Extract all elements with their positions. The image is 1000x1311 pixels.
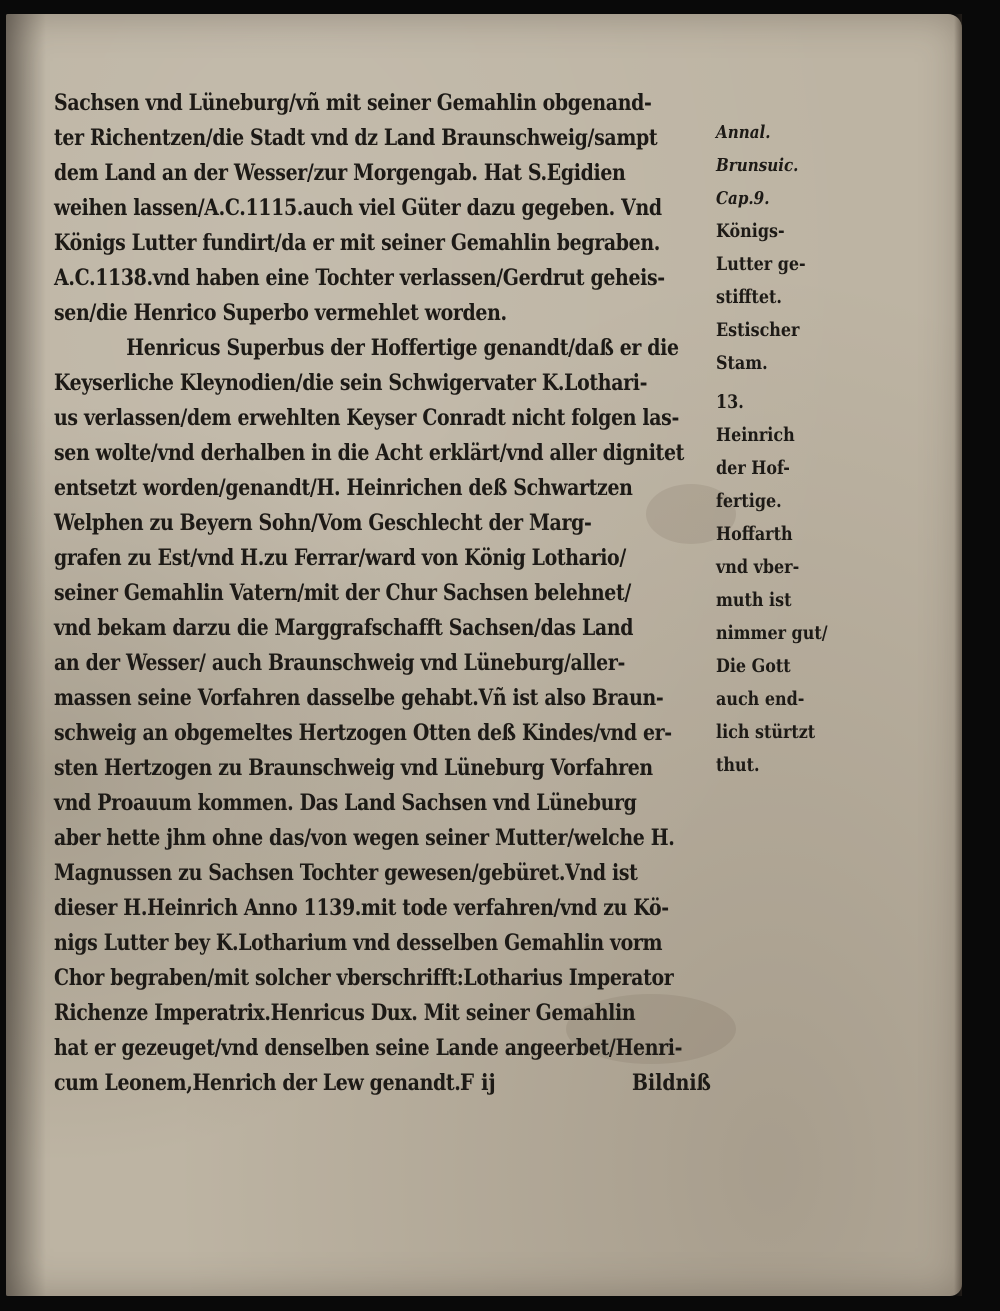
text-line: ter Richentzen/die Stadt vnd dz Land Braunschweig/sampt — [54, 125, 658, 151]
text-line: sen/die Henrico Superbo vermehlet worden. — [54, 300, 507, 326]
text-line: cum Leonem,Henrich der Lew genandt. — [54, 1070, 461, 1096]
text-line: Sachsen vnd Lüneburg/vñ mit seiner Gemahlin obgenand- — [54, 90, 652, 116]
margin-note: Hoffarth — [716, 523, 793, 545]
text-line: Richenze Imperatrix.Henricus Dux. Mit seiner Gemahlin — [54, 1000, 636, 1026]
text-line: Königs Lutter fundirt/da er mit seiner Gemahlin begraben. — [54, 230, 660, 256]
margin-note: muth ist — [716, 589, 792, 611]
text-line: massen seine Vorfahren dasselbe gehabt.Vñ ist also Braun- — [54, 685, 664, 711]
margin-note: Cap.9. — [716, 188, 770, 209]
text-line: seiner Gemahlin Vatern/mit der Chur Sachsen belehnet/ — [54, 580, 631, 606]
text-line: entsetzt worden/genandt/H. Heinrichen deß Schwartzen — [54, 475, 633, 501]
text-line: grafen zu Est/vnd H.zu Ferrar/ward von König Lothario/ — [54, 545, 626, 571]
text-line: dieser H.Heinrich Anno 1139.mit tode verfahren/vnd zu Kö- — [54, 895, 669, 921]
margin-note: der Hof- — [716, 457, 790, 479]
margin-note: fertige. — [716, 490, 782, 512]
margin-note: Annal. — [716, 122, 771, 143]
page-edge — [954, 14, 962, 1296]
signature-mark: F ij — [460, 1070, 496, 1096]
marginal-notes — [716, 116, 836, 782]
text-line: schweig an obgemeltes Hertzogen Otten deß Kindes/vnd er- — [54, 720, 672, 746]
text-line: vnd Proauum kommen. Das Land Sachsen vnd Lüneburg — [54, 790, 637, 816]
margin-note: Stam. — [716, 352, 768, 374]
text-line: weihen lassen/A.C.1115.auch viel Güter dazu gegeben. Vnd — [54, 195, 662, 221]
text-line: Welphen zu Beyern Sohn/Vom Geschlecht der Marg- — [54, 510, 592, 536]
margin-note: vnd vber- — [716, 556, 800, 578]
margin-note: stifftet. — [716, 286, 782, 308]
gutter-shadow — [6, 14, 46, 1296]
text-line: sten Hertzogen zu Braunschweig vnd Lüneburg Vorfahren — [54, 755, 653, 781]
catchword: Bildniß — [632, 1070, 711, 1096]
margin-note: nimmer gut/ — [716, 622, 828, 644]
text-line: hat er gezeuget/vnd denselben seine Lande angeerbet/Henri- — [54, 1035, 683, 1061]
margin-note: lich stürtzt — [716, 721, 816, 743]
text-line: Keyserliche Kleynodien/die sein Schwigervater K.Lothari- — [54, 370, 648, 396]
margin-note: thut. — [716, 754, 760, 776]
margin-note: Königs- — [716, 220, 785, 242]
text-line: vnd bekam darzu die Marggrafschafft Sachsen/das Land — [54, 615, 634, 641]
text-line: aber hette jhm ohne das/von wegen seiner Mutter/welche H. — [54, 825, 675, 851]
margin-note: auch end- — [716, 688, 805, 710]
text-line: an der Wesser/ auch Braunschweig vnd Lüneburg/aller- — [54, 650, 625, 676]
page-footer — [460, 1060, 740, 1100]
text-line: nigs Lutter bey K.Lotharium vnd desselben Gemahlin vorm — [54, 930, 663, 956]
margin-note: Estischer — [716, 319, 800, 341]
margin-note: Lutter ge- — [716, 253, 806, 275]
text-line: dem Land an der Wesser/zur Morgengab. Hat S.Egidien — [54, 160, 626, 186]
text-line: A.C.1138.vnd haben eine Tochter verlassen/Gerdrut geheis- — [54, 265, 665, 291]
main-text-column — [54, 86, 714, 1101]
text-line: sen wolte/vnd derhalben in die Acht erklärt/vnd aller dignitet — [54, 440, 685, 466]
text-line: Chor begraben/mit solcher vberschrifft:Lotharius Imperator — [54, 965, 674, 991]
margin-note: Heinrich — [716, 424, 795, 446]
paragraph-start-line: Henricus Superbus der Hoffertige genandt/daß er die — [126, 335, 679, 361]
text-line: Magnussen zu Sachsen Tochter gewesen/gebüret.Vnd ist — [54, 860, 638, 886]
margin-note: Die Gott — [716, 655, 791, 677]
margin-note-number: 13. — [716, 391, 744, 413]
text-line: us verlassen/dem erwehlten Keyser Conradt nicht folgen las- — [54, 405, 679, 431]
margin-note: Brunsuic. — [716, 155, 799, 176]
